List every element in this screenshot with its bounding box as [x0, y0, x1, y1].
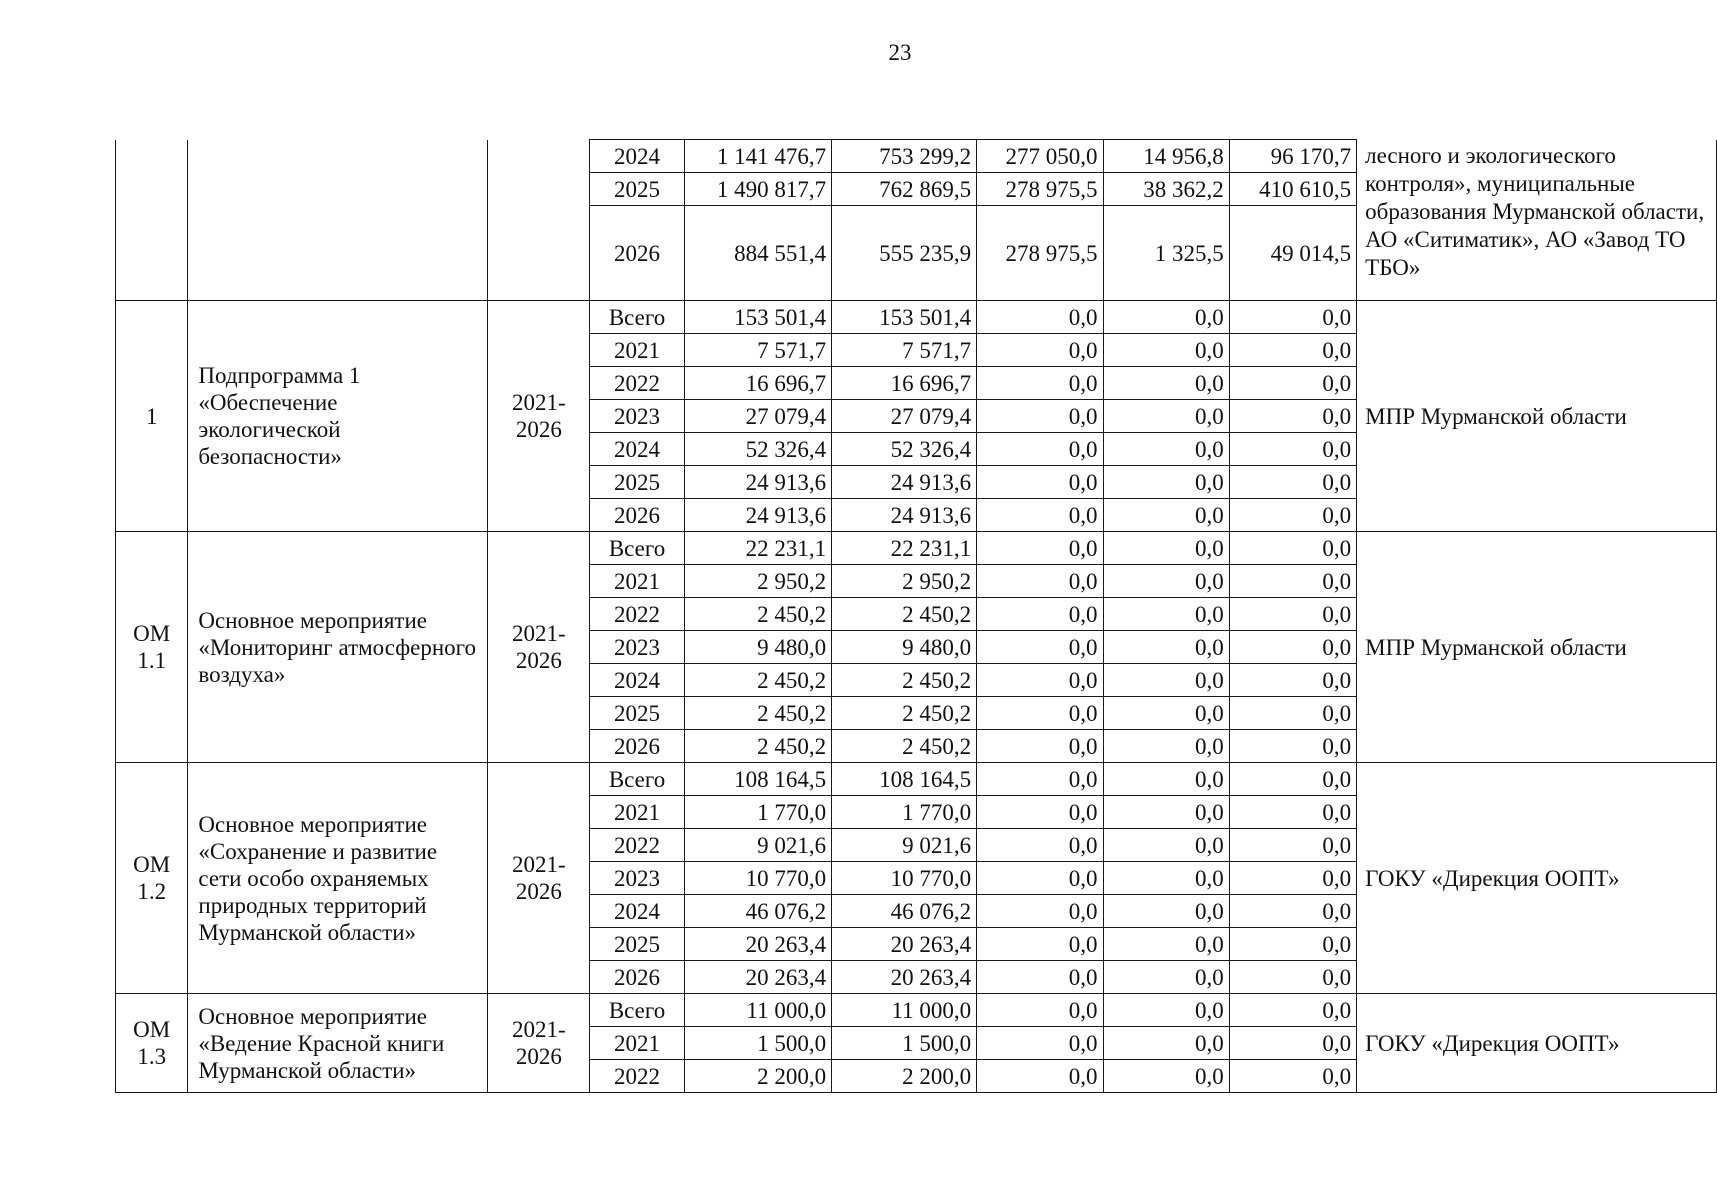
regional-budget-cell: 16 696,7: [832, 367, 977, 400]
federal-budget-cell: 0,0: [977, 367, 1103, 400]
year-cell: Всего: [590, 532, 684, 565]
code-cell: ОМ 1.3: [116, 994, 188, 1093]
total-cell: 1 490 817,7: [684, 173, 831, 206]
other-sources-cell: 0,0: [1229, 862, 1356, 895]
other-sources-cell: 0,0: [1229, 598, 1356, 631]
other-sources-cell: 0,0: [1229, 829, 1356, 862]
year-cell: 2024: [590, 140, 684, 173]
total-cell: 2 200,0: [684, 1060, 831, 1093]
total-cell: 16 696,7: [684, 367, 831, 400]
federal-budget-cell: 0,0: [977, 961, 1103, 994]
regional-budget-cell: 24 913,6: [832, 499, 977, 532]
other-sources-cell: 0,0: [1229, 895, 1356, 928]
code-cell: 1: [116, 301, 188, 532]
local-budget-cell: 0,0: [1103, 961, 1229, 994]
table-row: [116, 301, 1717, 334]
local-budget-cell: 0,0: [1103, 730, 1229, 763]
local-budget-cell: 0,0: [1103, 697, 1229, 730]
regional-budget-cell: 52 326,4: [832, 433, 977, 466]
period-cell: 2021-2026: [488, 994, 590, 1093]
year-cell: 2021: [590, 334, 684, 367]
other-sources-cell: 0,0: [1229, 466, 1356, 499]
responsible-cell: лесного и экологического контроля», муниципальные образования Мурманской области, АО «Ситиматик», АО «Завод ТО ТБО»: [1357, 140, 1717, 301]
other-sources-cell: 0,0: [1229, 961, 1356, 994]
federal-budget-cell: 0,0: [977, 598, 1103, 631]
local-budget-cell: 0,0: [1103, 598, 1229, 631]
total-cell: 20 263,4: [684, 928, 831, 961]
local-budget-cell: 0,0: [1103, 367, 1229, 400]
year-cell: 2026: [590, 730, 684, 763]
other-sources-cell: 0,0: [1229, 1027, 1356, 1060]
year-cell: 2025: [590, 173, 684, 206]
other-sources-cell: 0,0: [1229, 631, 1356, 664]
program-funding-table: [115, 139, 1717, 1093]
total-cell: 46 076,2: [684, 895, 831, 928]
federal-budget-cell: 0,0: [977, 895, 1103, 928]
total-cell: 24 913,6: [684, 499, 831, 532]
table-row: [116, 994, 1717, 1027]
total-cell: 1 770,0: [684, 796, 831, 829]
federal-budget-cell: 0,0: [977, 499, 1103, 532]
regional-budget-cell: 20 263,4: [832, 961, 977, 994]
total-cell: 108 164,5: [684, 763, 831, 796]
regional-budget-cell: 2 950,2: [832, 565, 977, 598]
federal-budget-cell: 0,0: [977, 829, 1103, 862]
local-budget-cell: 14 956,8: [1103, 140, 1229, 173]
name-cell: [188, 140, 488, 301]
year-cell: 2026: [590, 206, 684, 301]
local-budget-cell: 0,0: [1103, 301, 1229, 334]
federal-budget-cell: 0,0: [977, 532, 1103, 565]
local-budget-cell: 0,0: [1103, 1027, 1229, 1060]
local-budget-cell: 38 362,2: [1103, 173, 1229, 206]
regional-budget-cell: 22 231,1: [832, 532, 977, 565]
year-cell: 2022: [590, 367, 684, 400]
responsible-cell: ГОКУ «Дирекция ООПТ»: [1357, 994, 1717, 1093]
total-cell: 2 450,2: [684, 697, 831, 730]
federal-budget-cell: 0,0: [977, 400, 1103, 433]
regional-budget-cell: 2 450,2: [832, 730, 977, 763]
year-cell: 2021: [590, 1027, 684, 1060]
other-sources-cell: 0,0: [1229, 400, 1356, 433]
federal-budget-cell: 0,0: [977, 301, 1103, 334]
regional-budget-cell: 10 770,0: [832, 862, 977, 895]
other-sources-cell: 0,0: [1229, 532, 1356, 565]
regional-budget-cell: 555 235,9: [832, 206, 977, 301]
local-budget-cell: 0,0: [1103, 565, 1229, 598]
local-budget-cell: 0,0: [1103, 796, 1229, 829]
local-budget-cell: 0,0: [1103, 433, 1229, 466]
other-sources-cell: 0,0: [1229, 730, 1356, 763]
federal-budget-cell: 0,0: [977, 928, 1103, 961]
local-budget-cell: 0,0: [1103, 499, 1229, 532]
local-budget-cell: 0,0: [1103, 994, 1229, 1027]
table-row: [116, 532, 1717, 565]
other-sources-cell: 0,0: [1229, 1060, 1356, 1093]
federal-budget-cell: 0,0: [977, 730, 1103, 763]
local-budget-cell: 0,0: [1103, 400, 1229, 433]
total-cell: 2 450,2: [684, 664, 831, 697]
other-sources-cell: 0,0: [1229, 664, 1356, 697]
name-cell: Основное мероприятие «Мониторинг атмосферного воздуха»: [188, 532, 488, 763]
regional-budget-cell: 1 770,0: [832, 796, 977, 829]
local-budget-cell: 0,0: [1103, 1060, 1229, 1093]
local-budget-cell: 0,0: [1103, 928, 1229, 961]
regional-budget-cell: 46 076,2: [832, 895, 977, 928]
year-cell: 2024: [590, 664, 684, 697]
regional-budget-cell: 9 021,6: [832, 829, 977, 862]
regional-budget-cell: 2 450,2: [832, 598, 977, 631]
regional-budget-cell: 2 200,0: [832, 1060, 977, 1093]
regional-budget-cell: 27 079,4: [832, 400, 977, 433]
year-cell: Всего: [590, 301, 684, 334]
other-sources-cell: 0,0: [1229, 301, 1356, 334]
local-budget-cell: 0,0: [1103, 664, 1229, 697]
local-budget-cell: 0,0: [1103, 334, 1229, 367]
total-cell: 9 021,6: [684, 829, 831, 862]
year-cell: 2025: [590, 466, 684, 499]
local-budget-cell: 0,0: [1103, 862, 1229, 895]
local-budget-cell: 0,0: [1103, 829, 1229, 862]
local-budget-cell: 0,0: [1103, 763, 1229, 796]
other-sources-cell: 0,0: [1229, 796, 1356, 829]
year-cell: 2022: [590, 829, 684, 862]
local-budget-cell: 1 325,5: [1103, 206, 1229, 301]
regional-budget-cell: 753 299,2: [832, 140, 977, 173]
year-cell: 2026: [590, 961, 684, 994]
total-cell: 2 450,2: [684, 598, 831, 631]
total-cell: 2 950,2: [684, 565, 831, 598]
year-cell: Всего: [590, 994, 684, 1027]
other-sources-cell: 49 014,5: [1229, 206, 1356, 301]
period-cell: [488, 140, 590, 301]
regional-budget-cell: 153 501,4: [832, 301, 977, 334]
other-sources-cell: 0,0: [1229, 763, 1356, 796]
table-row: [116, 763, 1717, 796]
federal-budget-cell: 278 975,5: [977, 173, 1103, 206]
total-cell: 7 571,7: [684, 334, 831, 367]
total-cell: 52 326,4: [684, 433, 831, 466]
name-cell: Подпрограмма 1 «Обеспечение экологической безопасности»: [188, 301, 488, 532]
regional-budget-cell: 1 500,0: [832, 1027, 977, 1060]
other-sources-cell: 410 610,5: [1229, 173, 1356, 206]
period-cell: 2021-2026: [488, 532, 590, 763]
federal-budget-cell: 278 975,5: [977, 206, 1103, 301]
year-cell: 2023: [590, 400, 684, 433]
period-cell: 2021-2026: [488, 301, 590, 532]
total-cell: 884 551,4: [684, 206, 831, 301]
total-cell: 1 500,0: [684, 1027, 831, 1060]
local-budget-cell: 0,0: [1103, 532, 1229, 565]
year-cell: 2023: [590, 631, 684, 664]
year-cell: 2024: [590, 433, 684, 466]
federal-budget-cell: 0,0: [977, 697, 1103, 730]
year-cell: 2025: [590, 928, 684, 961]
other-sources-cell: 0,0: [1229, 433, 1356, 466]
federal-budget-cell: 277 050,0: [977, 140, 1103, 173]
name-cell: Основное мероприятие «Ведение Красной книги Мурманской области»: [188, 994, 488, 1093]
regional-budget-cell: 24 913,6: [832, 466, 977, 499]
federal-budget-cell: 0,0: [977, 433, 1103, 466]
other-sources-cell: 0,0: [1229, 565, 1356, 598]
responsible-cell: ГОКУ «Дирекция ООПТ»: [1357, 763, 1717, 994]
year-cell: Всего: [590, 763, 684, 796]
local-budget-cell: 0,0: [1103, 631, 1229, 664]
federal-budget-cell: 0,0: [977, 664, 1103, 697]
year-cell: 2022: [590, 598, 684, 631]
period-cell: 2021-2026: [488, 763, 590, 994]
code-cell: [116, 140, 188, 301]
regional-budget-cell: 2 450,2: [832, 697, 977, 730]
regional-budget-cell: 2 450,2: [832, 664, 977, 697]
other-sources-cell: 0,0: [1229, 697, 1356, 730]
federal-budget-cell: 0,0: [977, 796, 1103, 829]
year-cell: 2025: [590, 697, 684, 730]
federal-budget-cell: 0,0: [977, 466, 1103, 499]
other-sources-cell: 0,0: [1229, 928, 1356, 961]
total-cell: 22 231,1: [684, 532, 831, 565]
total-cell: 9 480,0: [684, 631, 831, 664]
year-cell: 2021: [590, 565, 684, 598]
regional-budget-cell: 11 000,0: [832, 994, 977, 1027]
regional-budget-cell: 7 571,7: [832, 334, 977, 367]
year-cell: 2023: [590, 862, 684, 895]
total-cell: 10 770,0: [684, 862, 831, 895]
name-cell: Основное мероприятие «Сохранение и развитие сети особо охраняемых природных территорий Мурманской области»: [188, 763, 488, 994]
total-cell: 11 000,0: [684, 994, 831, 1027]
federal-budget-cell: 0,0: [977, 1060, 1103, 1093]
other-sources-cell: 0,0: [1229, 334, 1356, 367]
year-cell: 2026: [590, 499, 684, 532]
year-cell: 2024: [590, 895, 684, 928]
year-cell: 2022: [590, 1060, 684, 1093]
code-cell: ОМ 1.1: [116, 532, 188, 763]
federal-budget-cell: 0,0: [977, 1027, 1103, 1060]
page-number: 23: [888, 40, 912, 65]
year-cell: 2021: [590, 796, 684, 829]
responsible-cell: МПР Мурманской области: [1357, 301, 1717, 532]
total-cell: 20 263,4: [684, 961, 831, 994]
other-sources-cell: 96 170,7: [1229, 140, 1356, 173]
federal-budget-cell: 0,0: [977, 565, 1103, 598]
other-sources-cell: 0,0: [1229, 994, 1356, 1027]
total-cell: 27 079,4: [684, 400, 831, 433]
local-budget-cell: 0,0: [1103, 466, 1229, 499]
federal-budget-cell: 0,0: [977, 631, 1103, 664]
regional-budget-cell: 20 263,4: [832, 928, 977, 961]
federal-budget-cell: 0,0: [977, 334, 1103, 367]
federal-budget-cell: 0,0: [977, 862, 1103, 895]
other-sources-cell: 0,0: [1229, 499, 1356, 532]
table-row: [116, 140, 1717, 173]
total-cell: 2 450,2: [684, 730, 831, 763]
total-cell: 1 141 476,7: [684, 140, 831, 173]
other-sources-cell: 0,0: [1229, 367, 1356, 400]
code-cell: ОМ 1.2: [116, 763, 188, 994]
total-cell: 153 501,4: [684, 301, 831, 334]
local-budget-cell: 0,0: [1103, 895, 1229, 928]
regional-budget-cell: 108 164,5: [832, 763, 977, 796]
regional-budget-cell: 762 869,5: [832, 173, 977, 206]
responsible-cell: МПР Мурманской области: [1357, 532, 1717, 763]
federal-budget-cell: 0,0: [977, 994, 1103, 1027]
federal-budget-cell: 0,0: [977, 763, 1103, 796]
total-cell: 24 913,6: [684, 466, 831, 499]
regional-budget-cell: 9 480,0: [832, 631, 977, 664]
table-body: [116, 140, 1717, 1093]
